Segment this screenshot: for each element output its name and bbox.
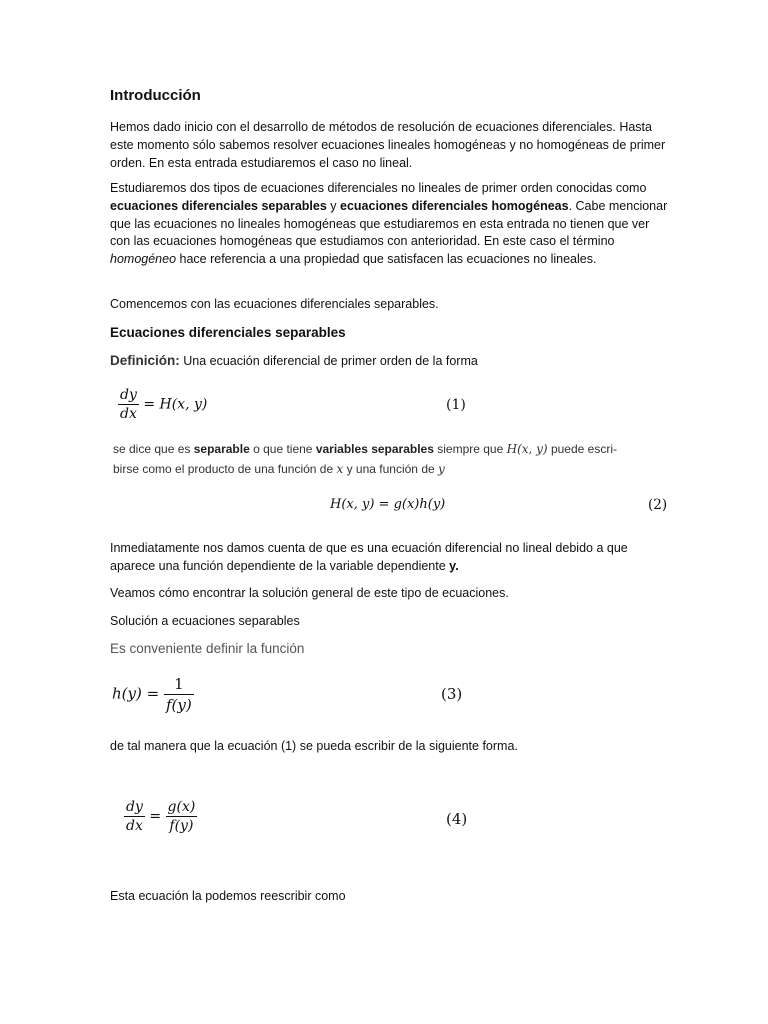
paragraph-tipos: Estudiaremos dos tipos de ecuaciones diferenciales no lineales de primer orden conocidas como ecuaciones diferenciales separables y ecuaciones diferenciales homogéneas. Cabe mencionar que las ecuaciones no lineales homogéneas que estudiaremos en esta entrada no tienen que ver con las ecuaciones homogéneas que estudiamos con anterioridad. En este caso el término homogéneo hace referencia a una propiedad que satisfacen las ecuaciones no lineales.	[110, 181, 668, 267]
heading-separables: Ecuaciones diferenciales separables	[110, 325, 346, 340]
paragraph-solucion: Solución a ecuaciones separables	[110, 614, 300, 628]
equation-2: H(x, y) = g(x)h(y)	[330, 497, 446, 512]
paragraph-de-tal-manera: de tal manera que la ecuación (1) se pueda escribir de la siguiente forma.	[110, 739, 518, 753]
equation-3-tag: (3)	[441, 685, 463, 703]
equation-2-tag: (2)	[648, 497, 668, 513]
equation-1-tag: (1)	[446, 397, 466, 413]
scanned-definition-text: se dice que es separable o que tiene variables separables siempre que H(x, y) puede escri- birse como el producto de una función de x y una función de y	[113, 442, 617, 476]
heading-introduccion: Introducción	[110, 87, 201, 104]
bold-homogeneas: ecuaciones diferenciales homogéneas	[340, 198, 569, 213]
paragraph-veamos: Veamos cómo encontrar la solución general de este tipo de ecuaciones.	[110, 586, 509, 600]
bold-separables: ecuaciones diferenciales separables	[110, 198, 327, 213]
italic-homogeneo: homogéneo	[110, 252, 177, 267]
equation-3: h(y) = $\frac{1}{f(y)}$	[112, 675, 192, 714]
paragraph-inmediatamente: Inmediatamente nos damos cuenta de que es una ecuación diferencial no lineal debido a que aparece una función dependiente de la variable dependiente y.	[110, 541, 628, 573]
equation-4: $\frac{dy}{dx}$ = $\frac{g(x)}{f(y)}$	[126, 799, 196, 834]
definition-line: Definición: Una ecuación diferencial de primer orden de la forma	[110, 353, 478, 368]
paragraph-conveniente: Es conveniente definir la función	[110, 641, 305, 656]
paragraph-reescribir: Esta ecuación la podemos reescribir como	[110, 889, 346, 903]
definition-label: Definición:	[110, 353, 180, 368]
paragraph-comencemos: Comencemos con las ecuaciones diferenciales separables.	[110, 297, 439, 311]
equation-1: $\frac{dy}{dx}$ = H(x, y)	[120, 387, 208, 422]
equation-4-tag: (4)	[446, 810, 468, 828]
paragraph-intro: Hemos dado inicio con el desarrollo de métodos de resolución de ecuaciones diferenciales. Hasta este momento sólo sabemos resolver ecuaciones lineales homogéneas y no homogéneas de primer orden. En esta entrada estudiaremos el caso no lineal.	[110, 120, 666, 170]
